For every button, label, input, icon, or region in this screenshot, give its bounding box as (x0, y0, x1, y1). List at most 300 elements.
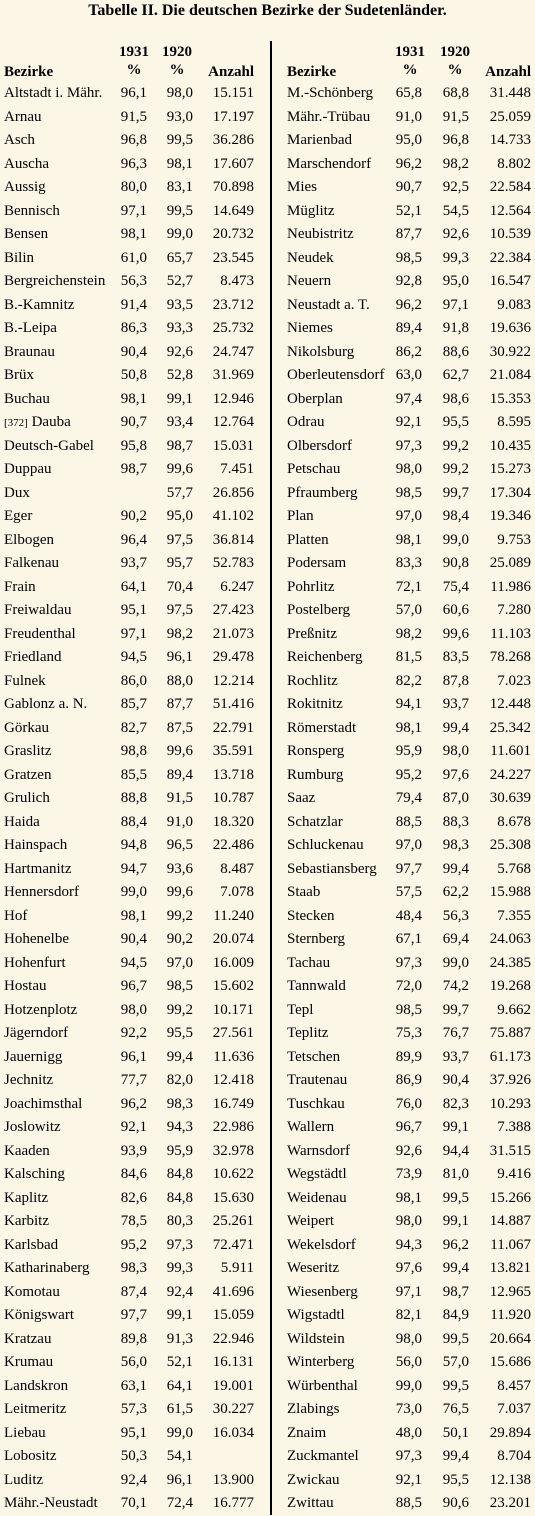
percent-1931: 84,6 (120, 1166, 147, 1182)
district-name: Freudenthal (4, 625, 76, 642)
district-name: Sebastiansberg (287, 860, 377, 877)
district-name: Asch (4, 132, 35, 148)
table-row (287, 834, 533, 858)
percent-1931: 48,4 (395, 907, 422, 924)
percent-1920: 82,0 (166, 1072, 193, 1088)
anzahl: 19.346 (489, 508, 531, 524)
anzahl: 7.037 (497, 1401, 531, 1417)
anzahl: 7.280 (497, 602, 531, 618)
percent-1920: 99,4 (442, 719, 469, 736)
table-row (4, 999, 266, 1023)
percent-1931: 93,9 (120, 1142, 147, 1159)
percent-1931: 95,1 (120, 602, 147, 618)
anzahl: 26.856 (212, 484, 254, 501)
percent-1931: 57,0 (395, 602, 422, 618)
anzahl: 6.247 (220, 578, 254, 595)
table-row (4, 529, 266, 553)
district-name: Mähr.-Trübau (287, 108, 371, 125)
anzahl: 25.732 (212, 320, 254, 336)
percent-1920: 96,8 (442, 132, 469, 148)
table-header (287, 40, 533, 82)
percent-1931: 89,4 (395, 320, 422, 336)
anzahl: 8.457 (497, 1377, 531, 1394)
percent-1920: 90,8 (442, 555, 469, 571)
anzahl: 7.355 (497, 907, 531, 924)
percent-1920: 88,6 (442, 343, 469, 360)
district-name: Jauernigg (4, 1048, 63, 1065)
percent-1931: 82,1 (395, 1307, 422, 1323)
header-anzahl: Anzahl (485, 64, 531, 80)
header-percent-1931: % (402, 62, 418, 78)
district-name: Odrau (287, 414, 325, 430)
district-name: Leitmeritz (4, 1401, 67, 1417)
percent-1920: 57,7 (166, 484, 193, 501)
anzahl: 15.686 (489, 1354, 531, 1370)
district-name: Hotzenplotz (4, 1001, 78, 1018)
percent-1920: 72,4 (166, 1495, 193, 1511)
table-row (287, 1187, 533, 1211)
table-row (4, 623, 266, 647)
table-row (4, 1022, 266, 1046)
percent-1931: 57,5 (395, 884, 422, 900)
anzahl: 25.261 (212, 1213, 254, 1229)
anzahl: 24.385 (489, 954, 531, 971)
percent-1931: 72,1 (395, 578, 422, 595)
percent-1920: 99,4 (442, 1448, 469, 1464)
anzahl: 10.787 (212, 790, 254, 806)
anzahl: 30.227 (212, 1401, 254, 1417)
anzahl: 21.084 (489, 367, 531, 383)
percent-1931: 90,4 (120, 343, 147, 360)
anzahl: 11.601 (490, 743, 531, 759)
anzahl: 21.073 (212, 625, 254, 642)
percent-1920: 88,0 (166, 672, 193, 689)
percent-1920: 99,1 (166, 390, 193, 407)
table-row (4, 693, 266, 717)
table-row (287, 764, 533, 788)
district-name: Jägerndorf (4, 1025, 69, 1041)
anzahl: 19.268 (489, 978, 531, 994)
district-name: Wallern (287, 1119, 335, 1135)
district-name: Hainspach (4, 837, 68, 853)
district-name: Weidenau (287, 1189, 347, 1206)
district-name: Pohrlitz (287, 578, 335, 595)
table-row (287, 435, 533, 459)
percent-1920: 96,1 (166, 649, 193, 665)
district-name: Teplitz (287, 1025, 329, 1041)
percent-1931: 87,7 (395, 226, 422, 242)
percent-1931: 98,0 (120, 1001, 147, 1018)
anzahl: 13.718 (212, 766, 254, 783)
header-anzahl: Anzahl (208, 64, 254, 80)
anzahl: 18.320 (212, 813, 254, 830)
percent-1920: 84,8 (166, 1166, 193, 1182)
table-row (4, 129, 266, 153)
anzahl: 61.173 (489, 1048, 531, 1065)
percent-1920: 99,0 (442, 531, 469, 548)
percent-1920: 83,5 (442, 649, 469, 665)
percent-1931: 73,0 (395, 1401, 422, 1417)
table-row (4, 505, 266, 529)
percent-1920: 76,5 (442, 1401, 469, 1417)
percent-1920: 74,2 (442, 978, 469, 994)
percent-1931: 96,7 (120, 978, 147, 994)
district-name: Wegstädtl (287, 1166, 347, 1182)
percent-1931: 95,9 (395, 743, 422, 759)
table-row (4, 1069, 266, 1093)
anzahl: 25.089 (489, 555, 531, 571)
percent-1931: 96,2 (395, 296, 422, 313)
table-row (4, 317, 266, 341)
district-name: Krumau (4, 1354, 54, 1370)
table-row (287, 1210, 533, 1234)
anzahl: 32.978 (212, 1142, 254, 1159)
header-year-1920: 1920 (440, 44, 470, 60)
percent-1931: 99,0 (120, 884, 147, 900)
table-row (4, 670, 266, 694)
percent-1920: 99,6 (166, 743, 193, 759)
district-name: Liebau (4, 1424, 46, 1441)
percent-1931: 65,8 (395, 85, 422, 101)
table-row (4, 576, 266, 600)
table-row (4, 153, 266, 177)
anzahl: 78.268 (489, 649, 531, 665)
percent-1931: 89,9 (395, 1048, 422, 1065)
district-name: Oberplan (287, 390, 343, 407)
anzahl: 41.102 (212, 508, 254, 524)
district-name: Niemes (287, 320, 333, 336)
percent-1931: 88,5 (395, 1495, 422, 1511)
anzahl: 41.696 (212, 1283, 254, 1300)
district-name: Römerstadt (287, 719, 357, 736)
page-reference: [372] (4, 417, 28, 429)
district-name: Arnau (4, 108, 42, 125)
table-row (287, 952, 533, 976)
table-row (287, 294, 533, 318)
percent-1931: 97,3 (395, 954, 422, 971)
percent-1931: 97,3 (395, 1448, 422, 1464)
percent-1920: 93,7 (442, 1048, 469, 1065)
percent-1920: 99,0 (166, 1424, 193, 1441)
table-row (4, 811, 266, 835)
table-row (4, 834, 266, 858)
table-body (4, 82, 266, 1516)
district-name: Duppau (4, 461, 52, 477)
percent-1920: 98,7 (166, 437, 193, 454)
district-name: Bennisch (4, 202, 60, 219)
table-row (287, 881, 533, 905)
percent-1920: 99,2 (442, 461, 469, 477)
table-row (287, 552, 533, 576)
district-name: Zwittau (287, 1495, 334, 1511)
percent-1931: 80,0 (120, 179, 147, 195)
percent-1931: 56,3 (120, 273, 147, 289)
anzahl: 23.712 (212, 296, 254, 313)
district-name: Wigstadtl (287, 1307, 345, 1323)
percent-1931: 57,3 (120, 1401, 147, 1417)
percent-1920: 99,4 (442, 860, 469, 877)
table-row (287, 106, 533, 130)
percent-1920: 87,8 (442, 672, 469, 689)
district-name: Aussig (4, 179, 46, 195)
district-name: Platten (287, 531, 329, 548)
table-row (287, 1046, 533, 1070)
percent-1931: 94,8 (120, 837, 147, 853)
table-row (287, 200, 533, 224)
percent-1920: 99,4 (442, 1260, 469, 1276)
table-row (287, 928, 533, 952)
percent-1920: 95,5 (166, 1025, 193, 1041)
table-row (4, 200, 266, 224)
percent-1931: 86,0 (120, 672, 147, 689)
table-row (4, 787, 266, 811)
table-row (287, 153, 533, 177)
percent-1920: 99,3 (166, 1260, 193, 1276)
table-row (287, 529, 533, 553)
percent-1931: 95,1 (120, 1424, 147, 1441)
percent-1931: 94,1 (395, 696, 422, 712)
percent-1920: 98,1 (166, 155, 193, 172)
anzahl: 8.678 (497, 813, 531, 830)
anzahl: 22.946 (212, 1330, 254, 1347)
district-name: Staab (287, 884, 321, 900)
table-row (287, 1116, 533, 1140)
header-percent-1920: % (447, 62, 463, 78)
percent-1920: 98,3 (166, 1095, 193, 1112)
anzahl: 22.384 (489, 249, 531, 266)
percent-1920: 98,6 (442, 390, 469, 407)
district-name: Stecken (287, 907, 335, 924)
percent-1931: 97,3 (395, 437, 422, 454)
table-row (4, 1375, 266, 1399)
percent-1931: 88,8 (120, 790, 147, 806)
percent-1931: 56,0 (395, 1354, 422, 1370)
percent-1931: 86,2 (395, 343, 422, 360)
percent-1931: 95,0 (395, 132, 422, 148)
percent-1931: 97,1 (395, 1283, 422, 1300)
percent-1920: 99,3 (442, 249, 469, 266)
percent-1920: 97,0 (166, 954, 193, 971)
percent-1931: 86,3 (120, 320, 147, 336)
percent-1931: 98,8 (120, 743, 147, 759)
percent-1931: 98,3 (120, 1260, 147, 1276)
percent-1931: 98,7 (120, 461, 147, 477)
percent-1931: 98,0 (395, 1330, 422, 1347)
anzahl: 5.911 (220, 1260, 254, 1276)
percent-1920: 91,0 (166, 813, 193, 830)
percent-1931: 97,6 (395, 1260, 422, 1276)
district-name: Marienbad (287, 132, 352, 148)
percent-1931: 92,1 (395, 414, 422, 430)
district-name: Freiwaldau (4, 602, 72, 618)
percent-1920: 97,1 (442, 296, 469, 313)
anzahl: 9.083 (497, 296, 531, 313)
anzahl: 24.747 (212, 343, 254, 360)
anzahl: 8.704 (497, 1448, 531, 1464)
district-name: Reichenberg (287, 649, 363, 665)
percent-1920: 99,5 (442, 1189, 469, 1206)
percent-1931: 98,1 (395, 719, 422, 736)
district-name: Kratzau (4, 1330, 52, 1347)
anzahl: 8.595 (497, 414, 531, 430)
anzahl: 51.416 (212, 696, 254, 712)
percent-1931: 50,8 (120, 367, 147, 383)
percent-1920: 62,7 (442, 367, 469, 383)
percent-1931: 64,1 (120, 578, 147, 595)
anzahl: 10.293 (489, 1095, 531, 1112)
table-row (4, 552, 266, 576)
table-row (4, 458, 266, 482)
table-row (287, 858, 533, 882)
percent-1931: 98,1 (395, 531, 422, 548)
anzahl: 15.602 (212, 978, 254, 994)
anzahl: 12.418 (212, 1072, 254, 1088)
district-name: Zlabings (287, 1401, 340, 1417)
table-title: Tabelle II. Die deutschen Bezirke der Sudetenländer. (88, 2, 447, 19)
percent-1931: 99,0 (395, 1377, 422, 1394)
district-name: Elbogen (4, 531, 54, 548)
district-name: Müglitz (287, 202, 335, 219)
table-row (287, 317, 533, 341)
percent-1931: 50,3 (120, 1448, 147, 1464)
percent-1920: 99,2 (442, 437, 469, 454)
table-row (287, 1304, 533, 1328)
percent-1931: 93,7 (120, 555, 147, 571)
table-row (287, 693, 533, 717)
anzahl: 52.783 (212, 555, 254, 571)
percent-1920: 97,5 (166, 602, 193, 618)
district-name: Postelberg (287, 602, 351, 618)
percent-1920: 99,6 (442, 625, 469, 642)
percent-1920: 91,5 (442, 108, 469, 125)
percent-1931: 96,1 (120, 1048, 147, 1065)
table-row (287, 599, 533, 623)
percent-1931: 98,5 (395, 484, 422, 501)
percent-1920: 99,7 (442, 484, 469, 501)
percent-1920: 98,0 (442, 743, 469, 759)
anzahl: 9.753 (497, 531, 531, 548)
percent-1931: 61,0 (120, 249, 147, 266)
district-name: Neustadt a. T. (287, 296, 370, 313)
percent-1920: 99,7 (442, 1001, 469, 1018)
anzahl: 22.584 (489, 179, 531, 195)
table-row (4, 1210, 266, 1234)
percent-1920: 95,0 (442, 273, 469, 289)
district-name: Tannwald (287, 978, 346, 994)
district-name: Olbersdorf (287, 437, 352, 454)
district-name: Tetschen (287, 1048, 341, 1065)
percent-1920: 96,1 (166, 1471, 193, 1488)
anzahl: 9.416 (497, 1166, 531, 1182)
anzahl: 11.986 (490, 578, 531, 595)
table-row (287, 223, 533, 247)
table-row (287, 1281, 533, 1305)
percent-1931: 91,4 (120, 296, 147, 313)
anzahl: 7.451 (220, 461, 254, 477)
percent-1931: 82,6 (120, 1189, 147, 1206)
percent-1931: 91,5 (120, 108, 147, 125)
table-row (287, 1422, 533, 1446)
anzahl: 16.777 (212, 1495, 254, 1511)
anzahl: 36.286 (212, 132, 254, 148)
percent-1920: 99,1 (166, 1307, 193, 1323)
percent-1920: 70,4 (166, 578, 193, 595)
left-table (4, 40, 266, 1516)
district-name: Nikolsburg (287, 343, 355, 360)
table-row (287, 905, 533, 929)
percent-1931: 82,7 (120, 719, 147, 736)
table-row (4, 294, 266, 318)
percent-1920: 75,4 (442, 578, 469, 595)
table-row (287, 341, 533, 365)
table-row (287, 740, 533, 764)
percent-1931: 90,7 (120, 414, 147, 430)
percent-1931: 48,0 (395, 1424, 422, 1441)
district-name: M.-Schönberg (287, 85, 373, 101)
percent-1920: 60,6 (442, 602, 469, 618)
table-row (287, 1351, 533, 1375)
district-name: Buchau (4, 390, 50, 407)
percent-1931: 79,4 (395, 790, 422, 806)
table-row (4, 1046, 266, 1070)
percent-1920: 95,9 (166, 1142, 193, 1159)
district-name: Katharinaberg (4, 1260, 90, 1276)
district-name: Hohenfurt (4, 954, 66, 971)
percent-1920: 95,5 (442, 414, 469, 430)
anzahl: 23.545 (212, 249, 254, 266)
anzahl: 7.023 (497, 672, 531, 689)
anzahl: 11.636 (213, 1048, 254, 1065)
percent-1931: 90,7 (395, 179, 422, 195)
table-row (287, 1328, 533, 1352)
anzahl: 25.308 (489, 837, 531, 853)
percent-1931: 92,1 (120, 1119, 147, 1135)
table-row (287, 1069, 533, 1093)
anzahl: 72.471 (212, 1236, 254, 1253)
percent-1931: 88,5 (395, 813, 422, 830)
table-row (4, 482, 266, 506)
table-row (287, 1398, 533, 1422)
anzahl: 9.662 (497, 1001, 531, 1018)
percent-1931: 94,5 (120, 649, 147, 665)
percent-1920: 93,0 (166, 108, 193, 125)
district-name: Wildstein (287, 1330, 345, 1347)
percent-1920: 91,3 (166, 1330, 193, 1347)
percent-1920: 99,6 (166, 461, 193, 477)
percent-1931: 96,2 (395, 155, 422, 172)
anzahl: 12.946 (212, 390, 254, 407)
anzahl: 10.539 (489, 226, 531, 242)
percent-1920: 91,5 (166, 790, 193, 806)
district-name: Rokitnitz (287, 696, 343, 712)
district-name: Friedland (4, 649, 62, 665)
percent-1931: 94,7 (120, 860, 147, 877)
district-name: Falkenau (4, 555, 59, 571)
district-name: Bensen (4, 226, 49, 242)
table-row (4, 1469, 266, 1493)
district-name: Saaz (287, 790, 316, 806)
anzahl: 11.240 (213, 907, 254, 924)
anzahl: 31.969 (212, 367, 254, 383)
table-row (287, 975, 533, 999)
anzahl: 22.486 (212, 837, 254, 853)
district-name: Weipert (287, 1213, 335, 1229)
percent-1920: 99,0 (442, 954, 469, 971)
anzahl: 24.227 (489, 766, 531, 783)
percent-1931: 92,6 (395, 1142, 422, 1159)
district-name: Würbenthal (287, 1377, 358, 1394)
table-row (287, 1093, 533, 1117)
